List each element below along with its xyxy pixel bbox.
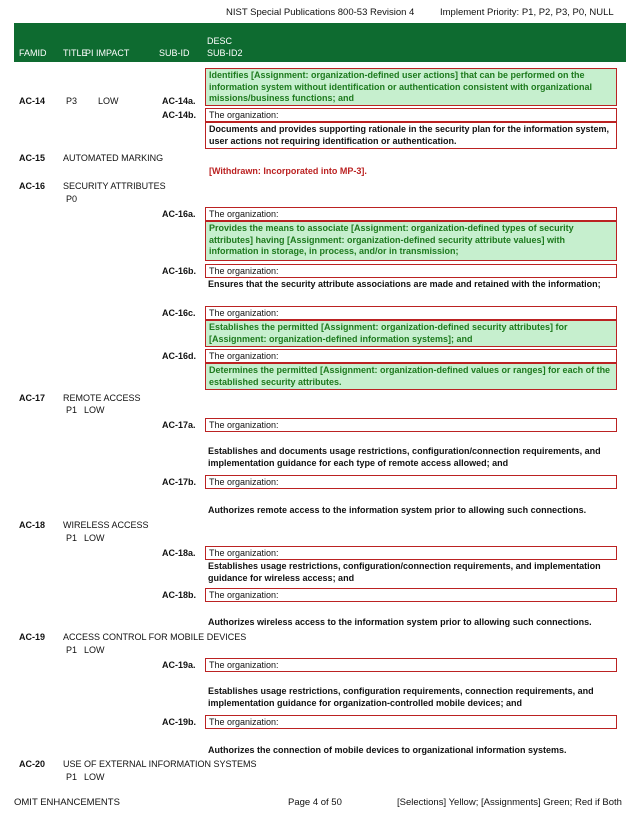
ac19b-org: The organization: bbox=[205, 715, 617, 729]
subid-ac18a: AC-18a. bbox=[162, 548, 196, 558]
impact-ac19: LOW bbox=[84, 645, 105, 655]
ac18b-org: The organization: bbox=[205, 588, 617, 602]
ac16d-org: The organization: bbox=[205, 349, 617, 363]
col-famid: FAMID bbox=[19, 48, 47, 58]
col-subid: SUB-ID bbox=[159, 48, 190, 58]
title-ac19: ACCESS CONTROL FOR MOBILE DEVICES bbox=[63, 632, 247, 642]
table-header bbox=[14, 23, 626, 62]
title-ac20: USE OF EXTERNAL INFORMATION SYSTEMS bbox=[63, 759, 257, 769]
subid-ac14b: AC-14b. bbox=[162, 110, 197, 120]
famid-ac15: AC-15 bbox=[19, 153, 46, 163]
col-subid2: SUB-ID2 bbox=[207, 48, 243, 58]
table-row-ac18-pri bbox=[14, 532, 204, 544]
priority-ac14: P3 bbox=[66, 96, 78, 106]
subid-ac18b: AC-18b. bbox=[162, 590, 197, 600]
impact-ac17: LOW bbox=[84, 405, 105, 415]
table-row-ac16a bbox=[14, 208, 204, 220]
subid-ac17a: AC-17a. bbox=[162, 420, 196, 430]
subid-ac17b: AC-17b. bbox=[162, 477, 197, 487]
table-row-ac18a bbox=[14, 547, 204, 559]
subid-ac16c: AC-16c. bbox=[162, 308, 196, 318]
ac17a-org: The organization: bbox=[205, 418, 617, 432]
table-row-ac17a bbox=[14, 419, 204, 431]
table-row-ac16d bbox=[14, 350, 204, 362]
famid-ac18: AC-18 bbox=[19, 520, 46, 530]
ac18a-text: Establishes usage restrictions, configuration/connection requirements, and implementation guidance for wireless access; and bbox=[208, 561, 601, 583]
impact-ac14: LOW bbox=[98, 96, 119, 106]
title-ac18: WIRELESS ACCESS bbox=[63, 520, 149, 530]
table-row-ac15 bbox=[14, 152, 614, 164]
table-row-ac20-pri bbox=[14, 771, 204, 783]
ac19a-org: The organization: bbox=[205, 658, 617, 672]
col-desc: DESC bbox=[207, 36, 233, 46]
col-impact: IMPACT bbox=[96, 48, 130, 58]
ac16c-org: The organization: bbox=[205, 306, 617, 320]
table-row-ac19a bbox=[14, 659, 204, 671]
subid-ac19b: AC-19b. bbox=[162, 717, 197, 727]
priority-ac17: P1 bbox=[66, 405, 78, 415]
footer-left: OMIT ENHANCEMENTS bbox=[14, 797, 120, 808]
ac18a-org: The organization: bbox=[205, 546, 617, 560]
table-row-ac16c bbox=[14, 307, 204, 319]
page-number: Page 4 of 50 bbox=[288, 797, 342, 808]
table-row-ac19-pri bbox=[14, 644, 204, 656]
page-header bbox=[0, 7, 638, 21]
famid-ac16: AC-16 bbox=[19, 181, 46, 191]
table-row-ac18b bbox=[14, 589, 204, 601]
table-row-ac19 bbox=[14, 631, 614, 643]
table-row-ac18 bbox=[14, 519, 614, 531]
col-pri: PI bbox=[85, 48, 94, 58]
table-row-ac20 bbox=[14, 758, 614, 770]
ac19a-text: Establishes usage restrictions, configuration requirements, connection requirements, and implementation guidance for organization-controlled mobile devices; and bbox=[208, 686, 594, 708]
priority-ac20: P1 bbox=[66, 772, 78, 782]
ac16a-text: Provides the means to associate [Assignment: organization-defined types of security attributes] having [Assignment: organization-defined security attribute values] with information in storage, in process, and/or in transmission; bbox=[205, 221, 617, 261]
table-row-ac14 bbox=[14, 95, 204, 107]
famid-ac20: AC-20 bbox=[19, 759, 46, 769]
famid-ac19: AC-19 bbox=[19, 632, 46, 642]
ac14b-text: Documents and provides supporting rationale in the security plan for the information system, user actions not requiring identification or authentication. bbox=[205, 122, 617, 149]
famid-ac17: AC-17 bbox=[19, 393, 46, 403]
priority-ac16: P0 bbox=[66, 194, 78, 204]
title-ac17: REMOTE ACCESS bbox=[63, 393, 141, 403]
priority-legend: Implement Priority: P1, P2, P3, P0, NULL bbox=[440, 7, 614, 18]
table-row-ac14b bbox=[14, 109, 204, 121]
ac16b-text: Ensures that the security attribute associations are made and retained with the information; bbox=[208, 279, 601, 289]
table-row-ac17-pri bbox=[14, 404, 204, 416]
publication-title: NIST Special Publications 800-53 Revision 4 bbox=[226, 7, 415, 18]
ac17b-text: Authorizes remote access to the information system prior to allowing such connections. bbox=[208, 505, 587, 515]
famid-ac14: AC-14 bbox=[19, 96, 46, 106]
table-row-ac19b bbox=[14, 716, 204, 728]
impact-ac20: LOW bbox=[84, 772, 105, 782]
ac18b-text: Authorizes wireless access to the information system prior to allowing such connections. bbox=[208, 617, 592, 627]
page-footer bbox=[0, 797, 638, 811]
table-row-ac17 bbox=[14, 392, 614, 404]
table-row-ac16-pri bbox=[14, 193, 204, 205]
subid-ac16d: AC-16d. bbox=[162, 351, 197, 361]
ac16a-org: The organization: bbox=[205, 207, 617, 221]
ac17b-org: The organization: bbox=[205, 475, 617, 489]
subid-ac14a: AC-14a. bbox=[162, 96, 196, 106]
ac14b-org: The organization: bbox=[205, 108, 617, 122]
table-row-ac17b bbox=[14, 476, 204, 488]
subid-ac16b: AC-16b. bbox=[162, 266, 197, 276]
priority-ac18: P1 bbox=[66, 533, 78, 543]
table-row-ac16b bbox=[14, 265, 204, 277]
ac16d-text: Determines the permitted [Assignment: organization-defined values or ranges] for each of the established security attributes. bbox=[205, 363, 617, 390]
ac19b-text: Authorizes the connection of mobile devices to organizational information systems. bbox=[208, 745, 567, 755]
ac16b-org: The organization: bbox=[205, 264, 617, 278]
title-ac15: AUTOMATED MARKING bbox=[63, 153, 164, 163]
ac14a-text: Identifies [Assignment: organization-defined user actions] that can be performed on the information system without identification or authentication consistent with organizational missions/business functions; and bbox=[205, 68, 617, 106]
subid-ac19a: AC-19a. bbox=[162, 660, 196, 670]
footer-legend: [Selections] Yellow; [Assignments] Green; Red if Both bbox=[397, 797, 622, 808]
col-title: TITLE bbox=[63, 48, 88, 58]
priority-ac19: P1 bbox=[66, 645, 78, 655]
table-row-ac16 bbox=[14, 180, 614, 192]
impact-ac18: LOW bbox=[84, 533, 105, 543]
ac15-withdrawn: [Withdrawn: Incorporated into MP-3]. bbox=[209, 166, 367, 176]
ac17a-text: Establishes and documents usage restrictions, configuration/connection requirements, and implementation guidance for each type of remote access allowed; and bbox=[208, 446, 601, 468]
ac16c-text: Establishes the permitted [Assignment: organization-defined security attributes] for [Assignment: organization-defined information systems]; and bbox=[205, 320, 617, 347]
title-ac16: SECURITY ATTRIBUTES bbox=[63, 181, 166, 191]
subid-ac16a: AC-16a. bbox=[162, 209, 196, 219]
